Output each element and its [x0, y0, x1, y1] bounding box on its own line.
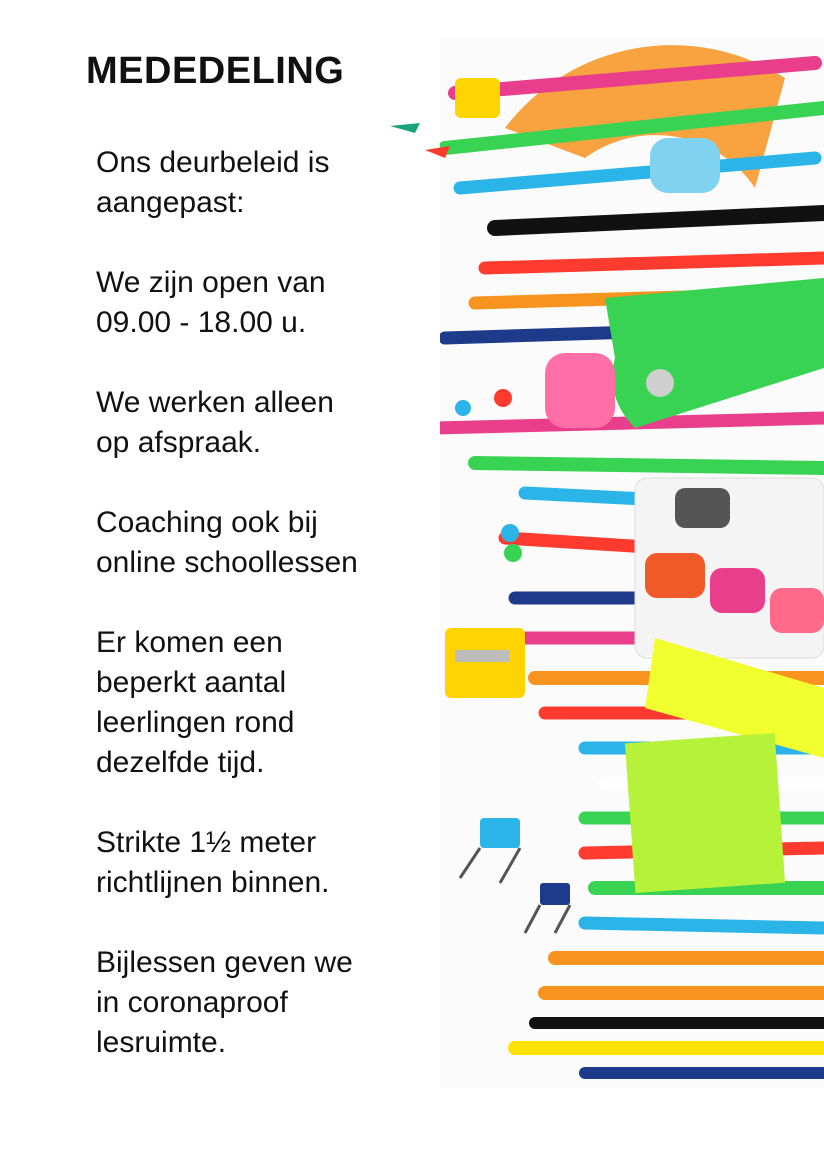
notice-paragraph-tutoring-room: Bijlessen geven we in coronaproof lesruimte. — [96, 946, 353, 1059]
sticky-notes — [625, 733, 785, 893]
sharpener-top — [455, 78, 500, 118]
tape-roll — [650, 138, 720, 193]
notice-paragraph-door-policy: Ons deurbeleid is aangepast: — [96, 146, 330, 219]
notice-paragraph-appointment: We werken alleen op afspraak. — [96, 386, 334, 459]
push-pin — [494, 389, 512, 407]
notice-title: MEDEDELING — [86, 50, 345, 92]
paper-clip-icon — [390, 123, 420, 133]
push-pin — [501, 524, 519, 542]
push-pin — [455, 400, 471, 416]
notice-paragraph-coaching: Coaching ook bij online schoollessen — [96, 506, 358, 579]
push-pin — [504, 544, 522, 562]
notice-body — [96, 143, 406, 1103]
sharpener-yellow — [445, 628, 525, 698]
notice-paragraph-distance: Strikte 1½ meter richtlijnen binnen. — [96, 826, 330, 899]
notice-paragraph-opening-hours: We zijn open van 09.00 - 18.00 u. — [96, 266, 326, 339]
school-supplies-illustration — [385, 38, 824, 1088]
notice-paragraph-limited-students: Er komen een beperkt aantal leerlingen rond dezelfde tijd. — [96, 626, 295, 779]
pink-tape-roll — [545, 353, 615, 428]
